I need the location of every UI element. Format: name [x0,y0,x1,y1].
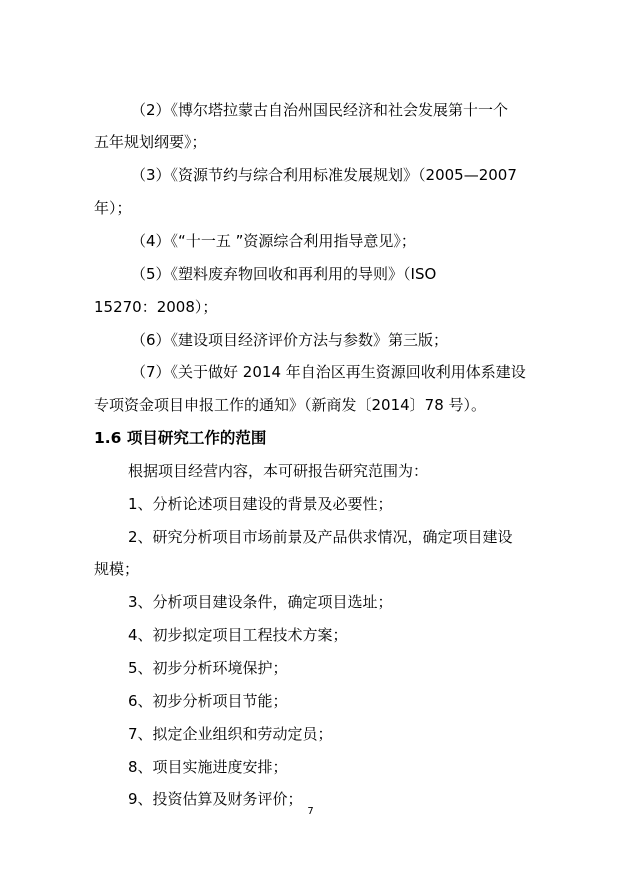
scope-item-5: 5、初步分析环境保护； [128,659,288,677]
section-heading: 1.6 项目研究工作的范围 [94,429,267,447]
scope-item-9: 9、投资估算及财务评价； [128,790,303,808]
scope-item-4: 4、初步拟定项目工程技术方案； [128,626,348,644]
reference-4-line-1: （4）《“十一五 ”资源综合利用指导意见》； [131,232,416,250]
reference-2-line-1: （2）《博尔塔拉蒙古自治州国民经济和社会发展第十一个 [131,101,509,119]
reference-2-line-2: 五年规划纲要》； [94,133,207,151]
scope-item-1: 1、分析论述项目建设的背景及必要性； [128,495,393,513]
scope-item-6: 6、初步分析项目节能； [128,692,288,710]
reference-5-line-1: （5）《塑料废弃物回收和再利用的导则》（ISO [131,265,437,283]
reference-3-line-1: （3）《资源节约与综合利用标准发展规划》（2005—2007 [131,166,517,184]
scope-item-2-line-2: 规模； [94,560,140,578]
scope-item-2-line-1: 2、研究分析项目市场前景及产品供求情况，确定项目建设 [128,528,513,546]
reference-5-line-2: 15270：2008）； [94,298,218,316]
reference-7-line-2: 专项资金项目申报工作的通知》（新商发〔2014〕78 号）。 [94,396,487,414]
page-number: 7 [307,806,314,817]
reference-3-line-2: 年）； [94,199,132,217]
reference-6-line-1: （6）《建设项目经济评价方法与参数》第三版； [131,331,449,349]
scope-item-8: 8、项目实施进度安排； [128,758,288,776]
intro-paragraph: 根据项目经营内容，本可研报告研究范围为： [128,462,429,480]
reference-7-line-1: （7）《关于做好 2014 年自治区再生资源回收利用体系建设 [131,363,526,381]
scope-item-3: 3、分析项目建设条件，确定项目选址； [128,593,393,611]
scope-item-7: 7、拟定企业组织和劳动定员； [128,725,333,743]
